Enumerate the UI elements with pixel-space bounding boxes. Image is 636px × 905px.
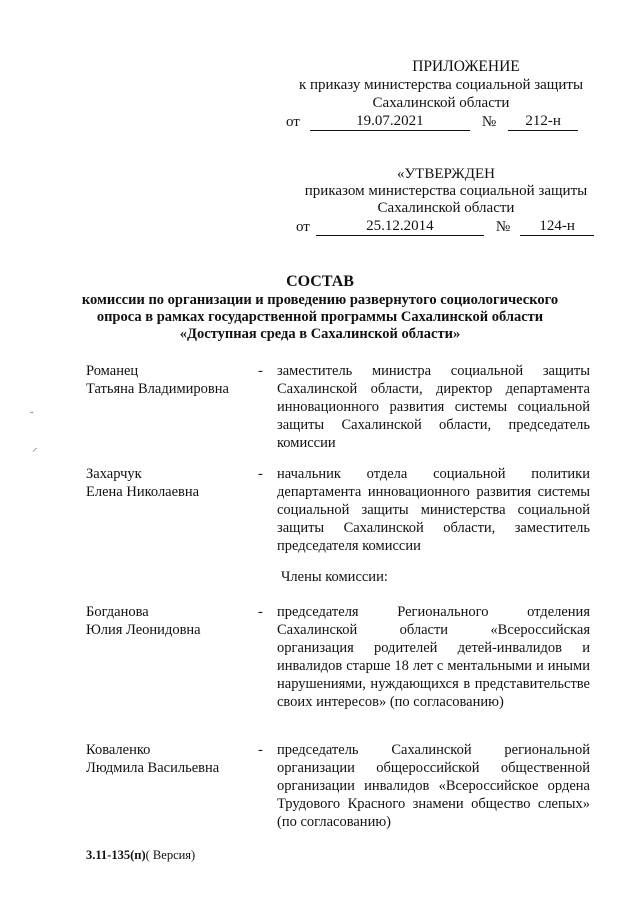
appendix-reference <box>286 113 596 131</box>
member-given-name: Юлия Леонидовна <box>86 622 201 638</box>
member-name <box>86 362 256 398</box>
appendix-date: 19.07.2021 <box>310 113 470 131</box>
member-dash: - <box>258 363 263 379</box>
member-given-name: Елена Николаевна <box>86 484 200 500</box>
appendix-number: 212-н <box>508 113 578 131</box>
member-entry <box>86 465 590 555</box>
member-role: председателя Регионального отделения Сахалинской области «Всероссийская организация родителей детей-инвалидов и инвалидов старше 18 лет с ментальными и иными нарушениями, нуждающихся в представительстве своих интересов» (по согласованию) <box>277 604 590 710</box>
margin-scan-mark: ⸝ <box>32 442 38 454</box>
approved-number-label: № <box>495 219 511 235</box>
member-surname: Коваленко <box>86 742 151 758</box>
appendix-from-label: от <box>286 114 300 130</box>
approved-line-2: Сахалинской области <box>377 200 515 216</box>
member-entry <box>86 603 590 729</box>
member-given-name: Татьяна Владимировна <box>86 381 229 397</box>
approved-number: 124-н <box>520 218 594 236</box>
member-name <box>86 603 256 639</box>
member-role: заместитель министра социальной защиты Сахалинской области, директор департамента инновационного развития системы социальной защиты Сахалинской области, председатель комиссии <box>277 363 590 451</box>
approved-title: «УТВЕРЖДЕН <box>397 166 495 182</box>
member-surname: Богданова <box>86 604 149 620</box>
member-entry <box>86 741 590 831</box>
margin-scan-mark: ˘ <box>30 410 34 422</box>
member-surname: Романец <box>86 363 139 379</box>
appendix-title: ПРИЛОЖЕНИЕ <box>412 58 520 75</box>
document-footer <box>86 848 195 863</box>
member-name <box>86 465 256 501</box>
member-dash: - <box>258 742 263 758</box>
appendix-block <box>286 58 596 131</box>
member-name <box>86 741 256 777</box>
approved-date: 25.12.2014 <box>316 218 484 236</box>
heading-line-1: комиссии по организации и проведению развернутого социологического <box>81 292 559 308</box>
footer-version: ( Версия) <box>145 848 196 862</box>
member-role: начальник отдела социальной политики департамента инновационного развития системы социальной защиты министерства социальной защиты Сахалинской области, заместитель председателя комиссии <box>277 466 590 554</box>
heading-title: СОСТАВ <box>286 273 354 290</box>
member-dash: - <box>258 604 263 620</box>
member-given-name: Людмила Васильевна <box>86 760 220 776</box>
approved-reference <box>296 218 596 236</box>
heading-line-3: «Доступная среда в Сахалинской области» <box>179 326 461 342</box>
member-entry <box>86 362 590 452</box>
member-dash: - <box>258 466 263 482</box>
members-subheading: Члены комиссии: <box>281 569 388 585</box>
member-surname: Захарчук <box>86 466 142 482</box>
member-role: председатель Сахалинской региональной организации общероссийской общественной организации инвалидов «Всероссийское ордена Трудового Красного знамени общество слепых» (по согласованию) <box>277 742 590 830</box>
appendix-line-2: Сахалинской области <box>372 95 510 111</box>
footer-code: 3.11-135(п) <box>86 848 146 862</box>
approved-from-label: от <box>296 219 310 235</box>
document-heading <box>60 273 580 343</box>
approved-line-1: приказом министерства социальной защиты <box>304 183 588 199</box>
appendix-line-1: к приказу министерства социальной защиты <box>298 77 584 93</box>
approved-block <box>296 166 596 236</box>
heading-line-2: опроса в рамках государственной программы Сахалинской области <box>96 309 544 325</box>
appendix-number-label: № <box>481 114 497 130</box>
